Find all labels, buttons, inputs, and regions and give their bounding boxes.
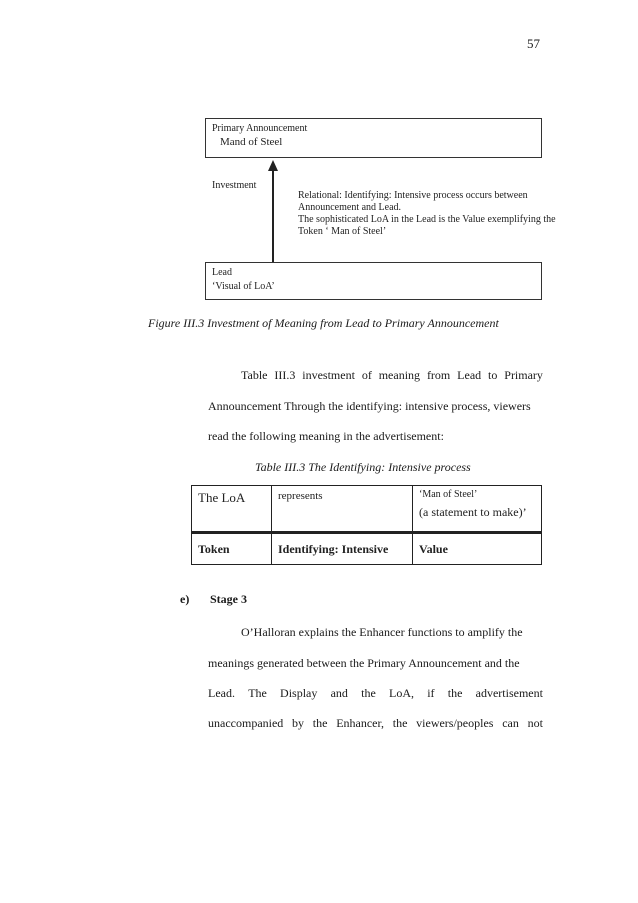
paragraph-line: Announcement Through the identifying: intensive process, viewers xyxy=(208,399,531,413)
figure-caption: Figure III.3 Investment of Meaning from Lead to Primary Announcement xyxy=(148,316,499,330)
word: the xyxy=(312,716,328,730)
word: and xyxy=(330,686,348,700)
word: if xyxy=(427,686,435,700)
section-heading: Stage 3 xyxy=(210,592,247,606)
word: Enhancer, xyxy=(336,716,385,730)
relational-text-block xyxy=(298,190,556,238)
list-marker: e) xyxy=(180,592,190,606)
primary-announcement-title: Primary Announcement xyxy=(212,123,308,134)
paragraph-line: meanings generated between the Primary Announcement and the xyxy=(208,656,520,670)
paragraph-line xyxy=(208,686,543,700)
page-number: 57 xyxy=(527,36,540,51)
word: of xyxy=(361,368,372,382)
word: The xyxy=(248,686,267,700)
lead-subtitle: ‘Visual of LoA’ xyxy=(212,281,275,292)
table-cell xyxy=(272,486,413,531)
cell-text: Token xyxy=(198,542,230,556)
relational-text-line: Token ‘ Man of Steel’ xyxy=(298,226,387,237)
relational-text-line: Announcement and Lead. xyxy=(298,202,402,213)
table-cell xyxy=(413,486,540,531)
lead-title: Lead xyxy=(212,267,232,278)
table-cell xyxy=(192,534,272,564)
lead-box xyxy=(205,262,542,300)
word: the xyxy=(447,686,463,700)
relational-text-line: The sophisticated LoA in the Lead is the Value exemplifying the xyxy=(298,214,556,225)
word: by xyxy=(292,716,305,730)
word: Primary xyxy=(504,368,543,382)
table-cell xyxy=(413,534,540,564)
cell-text: Identifying: Intensive xyxy=(278,542,389,556)
word: Lead. xyxy=(208,686,235,700)
word: III.3 xyxy=(274,368,296,382)
table-cell xyxy=(192,486,272,531)
primary-announcement-subtitle: Mand of Steel xyxy=(220,136,283,148)
word: not xyxy=(527,716,543,730)
word: from xyxy=(426,368,451,382)
word: meaning xyxy=(378,368,421,382)
primary-announcement-box xyxy=(205,118,542,158)
word: viewers/peoples xyxy=(416,716,494,730)
table-cell xyxy=(272,534,413,564)
word: investment xyxy=(302,368,355,382)
word: the xyxy=(392,716,408,730)
word: Lead xyxy=(457,368,482,382)
identifying-table xyxy=(191,485,542,565)
word: unaccompanied xyxy=(208,716,284,730)
cell-text: ‘Man of Steel’ xyxy=(419,489,478,500)
word: can xyxy=(502,716,519,730)
table-caption: Table III.3 The Identifying: Intensive process xyxy=(255,460,471,474)
word: Display xyxy=(280,686,318,700)
word: LoA, xyxy=(389,686,414,700)
cell-text: (a statement to make)’ xyxy=(419,505,527,519)
relational-text-line: Relational: Identifying: Intensive process occurs between xyxy=(298,190,528,201)
investment-arrow-shaft xyxy=(272,170,274,262)
word: the xyxy=(361,686,376,700)
line-text: O’Halloran explains the Enhancer functions to amplify the xyxy=(241,625,523,639)
word: advertisement xyxy=(475,686,543,700)
cell-text: represents xyxy=(278,490,323,502)
word: to xyxy=(488,368,498,382)
paragraph-line xyxy=(241,625,543,639)
paragraph-line xyxy=(208,716,543,730)
cell-text: The LoA xyxy=(198,490,246,505)
paragraph-line xyxy=(241,368,543,382)
investment-label: Investment xyxy=(212,180,257,191)
paragraph-line: read the following meaning in the advertisement: xyxy=(208,429,444,443)
word: Table xyxy=(241,368,268,382)
cell-text: Value xyxy=(419,542,448,556)
